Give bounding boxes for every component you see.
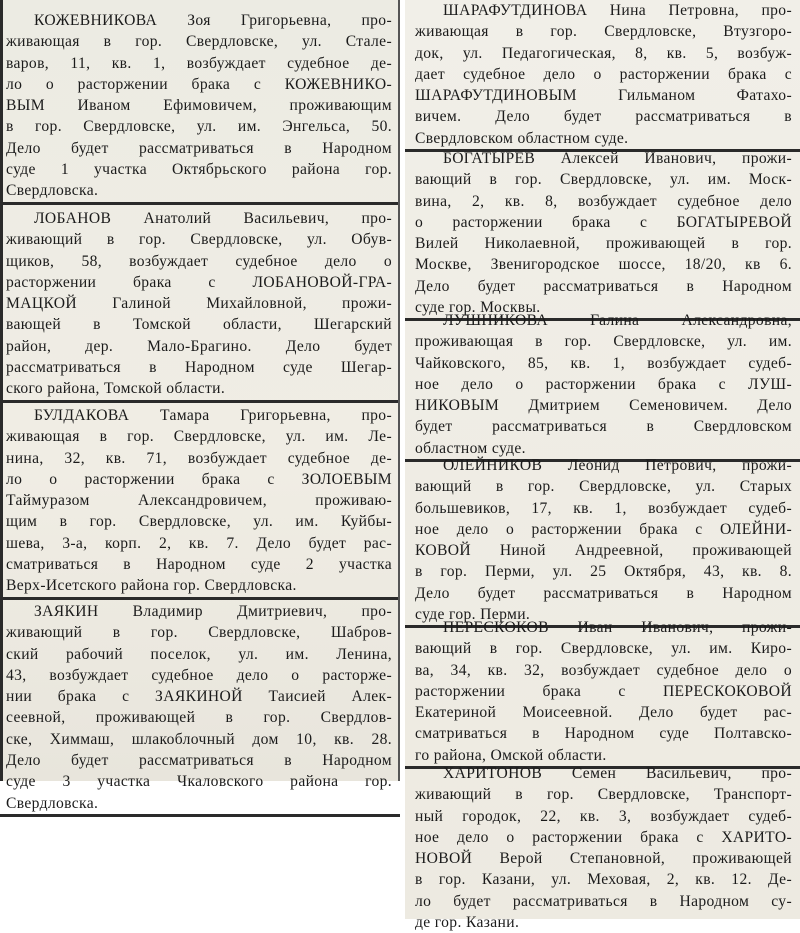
notice-buldakova <box>0 405 400 600</box>
notice-bogatyrev <box>405 148 800 321</box>
notice-line: суде 1 участка Октябрьского района гор. <box>6 161 392 179</box>
notice-line: ЛОБАНОВ Анатолий Васильевич, про- <box>34 210 392 227</box>
notice-line: Свердловском областном суде. <box>415 129 629 147</box>
notice-line: ОЛЕЙНИКОВ Леонид Петрович, прожи- <box>443 457 792 474</box>
notice-line: БОГАТЫРЕВ Алексей Иванович, прожи- <box>443 150 792 167</box>
notice-sharafutdinova <box>405 0 800 152</box>
notice-kharitonov <box>405 763 800 933</box>
notice-line: ХАРИТОНОВ Семен Васильевич, про- <box>443 765 792 782</box>
notice-line: сеевной, проживающей в гор. Свердлов- <box>6 709 392 727</box>
notice-line: будет рассматриваться в Свердловском <box>415 418 792 436</box>
notice-line: суде гор. Москвы. <box>415 299 541 317</box>
notice-line: варов, 11, кв. 1, возбуждает судебное де- <box>6 54 392 72</box>
notice-line: щим в гор. Свердловске, ул. им. Куйбы- <box>6 513 392 531</box>
notice-line: ске, Химмаш, шлакоблочный дом 10, кв. 28. <box>6 730 392 748</box>
notice-line: вающей в Томской области, Шегарский <box>6 316 392 334</box>
notice-line: дает судебное дело о расторжении брака с <box>415 65 792 83</box>
notice-oleynikov <box>405 455 800 628</box>
notice-line: ШАРАФУТДИНОВЫМ Гильманом Фатахо- <box>415 87 792 105</box>
notice-line: нина, 32, кв. 71, возбуждает судебное де- <box>6 449 392 467</box>
notice-line: сматриваться в Народном суде 2 участка <box>6 556 392 574</box>
notice-line: ВЫМ Иваном Ефимовичем, проживающим <box>6 97 392 115</box>
notice-line: вающий в гор. Свердловске, ул. им. Киро- <box>415 640 792 658</box>
notice-line: Дело будет рассматриваться в Народном <box>415 584 792 602</box>
notice-line: ное дело о расторжении брака с ХАРИТО- <box>415 828 792 846</box>
notice-lobanov <box>0 208 400 403</box>
notice-line: сматриваться в Народном суде Полтавско- <box>415 725 792 743</box>
notice-line: в гор. Перми, ул. 25 Октября, 43, кв. 8. <box>415 563 792 581</box>
notice-line: Свердловска. <box>6 794 99 812</box>
notice-line: Дело будет рассматриваться в Народном <box>415 277 792 295</box>
left-column <box>0 0 400 812</box>
notice-kozhevnikova <box>0 10 400 205</box>
notice-line: живающая в гор. Свердловске, ул. Стале- <box>6 33 392 51</box>
notice-line: Екатериной Моисеевной. Дело будет рас- <box>415 704 792 722</box>
notice-line: ло о расторжении брака с КОЖЕВНИКО- <box>6 75 392 93</box>
notice-line: вичем. Дело будет рассматриваться в <box>415 108 792 126</box>
right-column <box>405 0 800 932</box>
notice-line: Чайковского, 85, кв. 1, возбуждает судеб- <box>415 354 792 372</box>
notice-line: МАЦКОЙ Галиной Михайловной, прожи- <box>6 295 392 313</box>
notice-line: большевиков, 17, кв. 1, возбуждает судеб- <box>415 499 792 517</box>
notice-line: ный городок, 22, кв. 3, возбуждает судеб- <box>415 807 792 825</box>
notice-line: ЛУШНИКОВА Галина Александровна, <box>443 312 792 329</box>
notice-line: ский рабочий поселок, ул. им. Ленина, <box>6 645 392 663</box>
notice-line: расторжении брака с ПЕРЕСКОКОВОЙ <box>415 682 792 700</box>
notice-line: 43, возбуждает судебное дело о расторже- <box>6 666 392 684</box>
notice-line: о расторжении брака с БОГАТЫРЕВОЙ <box>415 213 792 231</box>
notice-line: Москве, Звенигородское шоссе, 18/20, кв 6. <box>415 256 792 274</box>
notice-line: док, ул. Педагогическая, 8, кв. 5, возбуж- <box>415 44 792 62</box>
notice-line: шева, 3-а, корп. 2, кв. 7. Дело будет рас- <box>6 534 392 552</box>
notice-line: живающая в гор. Свердловске, Втузгоро- <box>415 23 792 41</box>
notice-line: суде гор. Перми. <box>415 606 531 624</box>
notice-line: в гор. Казани, ул. Меховая, 2, кв. 12. Де- <box>415 871 792 889</box>
notice-line: живающая в гор. Свердловске, ул. им. Ле- <box>6 428 392 446</box>
notice-line: ное дело о расторжении брака с ОЛЕЙНИ- <box>415 520 792 538</box>
notice-line: ЗАЯКИН Владимир Дмитриевич, про- <box>34 603 392 620</box>
notice-line: Верх-Исетского района гор. Свердловска. <box>6 577 297 595</box>
notice-line: живающий в гор. Свердловске, Шабров- <box>6 624 392 642</box>
notice-line: ШАРАФУТДИНОВА Нина Петровна, про- <box>443 2 792 19</box>
notice-line: вающий в гор. Свердловске, ул. Старых <box>415 478 792 496</box>
notice-line: ПЕРЕСКОКОВ Иван Иванович, прожи- <box>443 619 792 636</box>
notice-line: вающий в гор. Свердловске, ул. им. Моск- <box>415 171 792 189</box>
notice-line: проживающая в гор. Свердловске, ул. им. <box>415 333 792 351</box>
notice-zayakin <box>0 601 400 817</box>
notice-line: Дело будет рассматриваться в Народном <box>6 139 392 157</box>
notice-line: Свердловска. <box>6 182 99 200</box>
notice-line: Таймуразом Александровичем, проживаю- <box>6 492 392 510</box>
notice-line: областном суде. <box>415 439 526 457</box>
notice-line: Дело будет рассматриваться в Народном <box>6 752 392 770</box>
notice-line: щиков, 58, возбуждает судебное дело о <box>6 252 392 270</box>
notice-lushnikova <box>405 310 800 462</box>
notice-line: суде 3 участка Чкаловского района гор. <box>6 773 392 791</box>
notice-line: рассматриваться в Народном суде Шегар- <box>6 359 392 377</box>
notice-line: район, дер. Мало-Брагино. Дело будет <box>6 337 392 355</box>
notice-line: расторжении брака с ЛОБАНОВОЙ-ГРА- <box>6 273 392 291</box>
notice-line: БУЛДАКОВА Тамара Григорьевна, про- <box>34 407 392 424</box>
notice-line: го района, Омской области. <box>415 746 607 764</box>
notice-line: НОВОЙ Верой Степановной, проживающей <box>415 850 792 868</box>
notice-line: ло будет рассматриваться в Народном су- <box>415 892 792 910</box>
notice-line: КОЖЕВНИКОВА Зоя Григорьевна, про- <box>34 12 392 29</box>
notice-line: вина, 2, кв. 8, возбуждает судебное дело <box>415 192 792 210</box>
notice-line: НИКОВЫМ Дмитрием Семеновичем. Дело <box>415 397 792 415</box>
notice-line: в гор. Свердловске, ул. им. Энгельса, 50. <box>6 118 392 136</box>
notice-line: ва, 34, кв. 32, возбуждает судебное дело о <box>415 661 792 679</box>
notice-line: де гор. Казани. <box>415 914 520 932</box>
notice-line: ло о расторжении брака с ЗОЛОЕВЫМ <box>6 470 392 488</box>
notice-line: Вилей Николаевной, проживающей в гор. <box>415 235 792 253</box>
notice-pereskokov <box>405 617 800 769</box>
notice-line: нии брака с ЗАЯКИНОЙ Таисией Алек- <box>6 688 392 706</box>
notice-line: живающий в гор. Свердловске, Транспорт- <box>415 786 792 804</box>
notice-line: живающий в гор. Свердловске, ул. Обув- <box>6 231 392 249</box>
notice-line: ное дело о расторжении брака с ЛУШ- <box>415 375 792 393</box>
notice-line: КОВОЙ Ниной Андреевной, проживающей <box>415 542 792 560</box>
notice-line: ского района, Томской области. <box>6 380 226 398</box>
